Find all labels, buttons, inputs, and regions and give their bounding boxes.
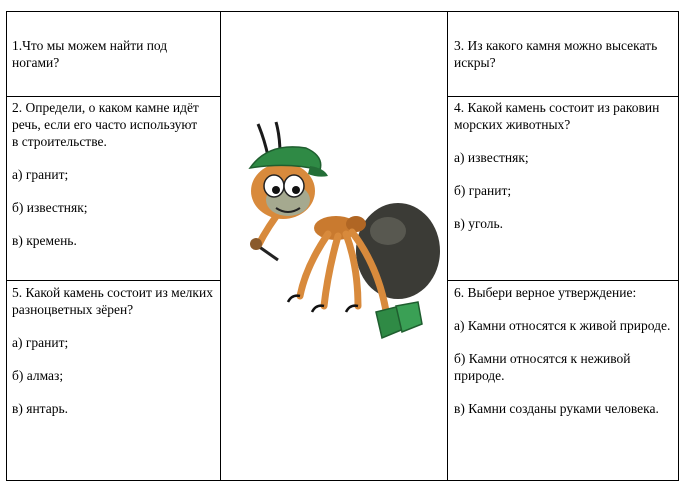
row-divider-right-1 (447, 96, 679, 97)
question-3-cell (454, 11, 674, 96)
question-3-text: 3. Из какого камня можно высекать искры? (454, 37, 658, 70)
question-1-text: 1.Что мы можем найти под ногами? (12, 37, 168, 70)
row-divider-left-1 (6, 96, 221, 97)
table-divider-left (220, 11, 221, 481)
question-5-option-c: в) янтарь. (12, 401, 69, 416)
question-2-option-a: а) гранит; (12, 167, 69, 182)
question-6-cell (454, 284, 674, 479)
question-2-cell (12, 99, 216, 279)
question-5-cell (12, 284, 216, 479)
question-6-text: 6. Выбери верное утверждение: (454, 285, 637, 300)
question-2-option-c: в) кремень. (12, 233, 77, 248)
row-divider-right-2 (447, 280, 679, 281)
table-border-right (678, 11, 679, 481)
question-4-option-c: в) уголь. (454, 216, 504, 231)
row-divider-left-2 (6, 280, 221, 281)
ant-character-icon (228, 116, 443, 366)
question-6-option-a: а) Камни относятся к живой природе. (454, 318, 671, 333)
question-4-option-a: а) известняк; (454, 150, 529, 165)
question-6-option-b: б) Камни относятся к неживой природе. (454, 351, 631, 383)
question-5-option-a: а) гранит; (12, 335, 69, 350)
question-6-option-c: в) Камни созданы руками человека. (454, 401, 659, 416)
quiz-table (6, 11, 679, 481)
question-4-cell (454, 99, 674, 279)
question-2-option-b: б) известняк; (12, 200, 88, 215)
question-5-text: 5. Какой камень состоит из мелких разноцветных зёрен? (12, 285, 213, 317)
table-border-bottom (6, 480, 679, 481)
table-border-left (6, 11, 7, 481)
question-2-text: 2. Определи, о каком камне идёт речь, если его часто используют в строительстве. (12, 100, 199, 149)
table-divider-right (447, 11, 448, 481)
question-4-option-b: б) гранит; (454, 183, 512, 198)
question-1-cell (12, 11, 216, 96)
question-5-option-b: б) алмаз; (12, 368, 64, 383)
question-4-text: 4. Какой камень состоит из раковин морских животных? (454, 100, 660, 132)
